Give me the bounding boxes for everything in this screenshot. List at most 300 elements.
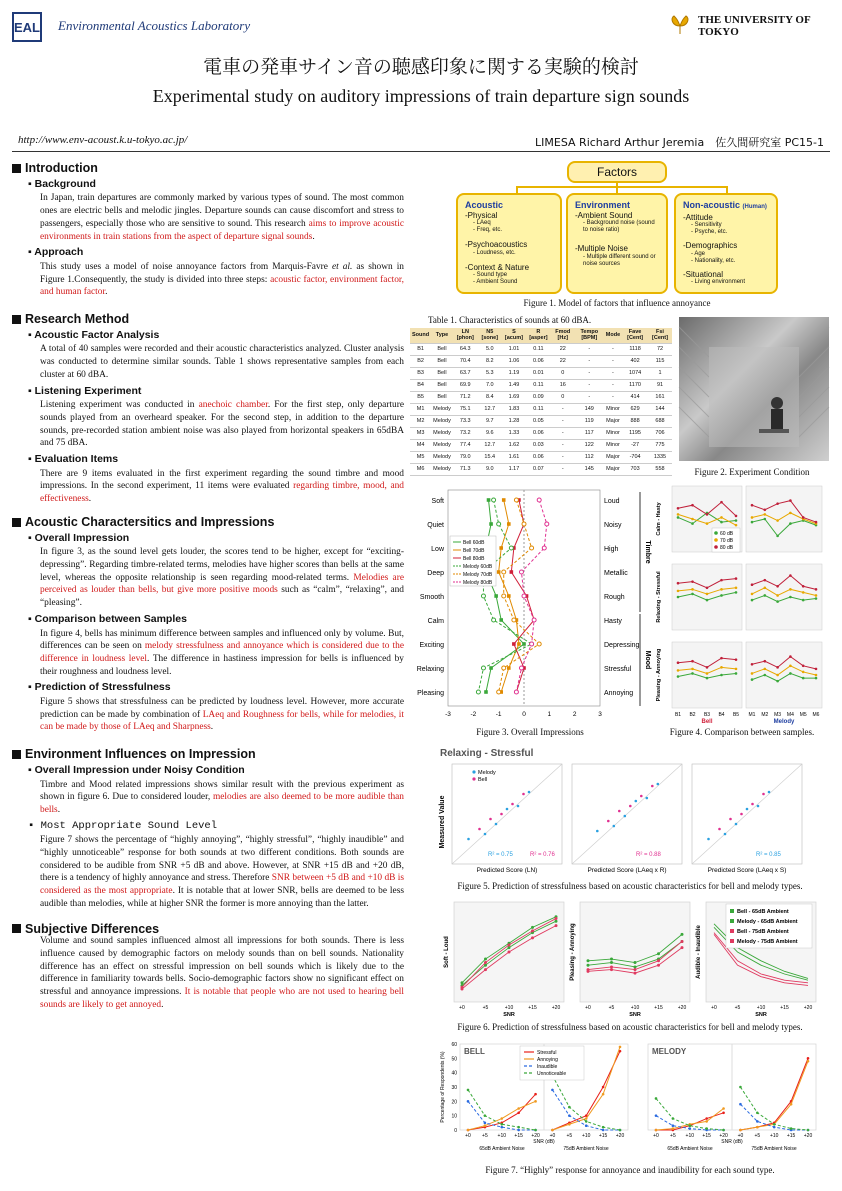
table-row xyxy=(410,463,672,475)
table-cell: 1195 xyxy=(622,427,648,439)
data-point xyxy=(640,795,643,798)
table-cell: - xyxy=(551,427,575,439)
table-cell: 72 xyxy=(648,343,672,355)
data-point xyxy=(776,680,779,683)
x-group-label: Bell xyxy=(701,719,713,725)
data-point xyxy=(502,570,506,574)
data-point xyxy=(499,618,503,622)
data-point xyxy=(500,1126,503,1129)
legend-label: Bell 70dB xyxy=(463,548,485,554)
title-japanese: 電車の発車サイン音の聴感印象に関する実験的検討 xyxy=(203,56,639,78)
data-point xyxy=(519,666,523,670)
table-cell: 1.06 xyxy=(502,355,526,367)
factor-sub-text: Age xyxy=(694,250,706,257)
y-tick-label: 20 xyxy=(451,1099,457,1106)
data-point xyxy=(507,594,511,598)
data-point xyxy=(706,522,709,525)
left-column xyxy=(12,158,404,1011)
data-point xyxy=(807,1060,810,1063)
text: . xyxy=(88,494,92,505)
figure-3-chart xyxy=(410,488,650,720)
x-tick-label: +0 xyxy=(711,1005,717,1011)
data-point xyxy=(739,1103,742,1106)
data-point xyxy=(489,818,492,821)
subheading: ▪ Overall Impression under Noisy Condition xyxy=(28,763,245,776)
data-point xyxy=(651,785,654,788)
data-point xyxy=(507,666,511,670)
table-cell: 122 xyxy=(575,439,604,451)
data-point xyxy=(502,666,506,670)
table-cell: Minor xyxy=(604,427,622,439)
table-cell: - xyxy=(575,367,604,379)
r-squared-label: R² = 0.85 xyxy=(756,852,781,858)
highlight-text: melodies are also deemed to be more audible than bells xyxy=(40,792,404,815)
data-point xyxy=(478,828,481,831)
left-term-label: Pleasing xyxy=(417,690,444,697)
data-point xyxy=(722,1107,725,1110)
text: Figure 7 shows the percentage of “highly annoying”, “highly stressful”, “highly inaudible” and “highly unnoticeable” response for both sounds at two different conditions. Both sounds are considered to be audible from SNR +5 dB and above. However, at SNR +15 dB and +20 dB, there is a tendency of highly annoyance and stress. Therefore xyxy=(40,835,404,884)
legend-swatch xyxy=(730,939,734,943)
factor-sub-text: Background noise (sound to noise ratio) xyxy=(583,220,655,233)
data-point xyxy=(691,522,694,525)
x-tick-label: 1 xyxy=(547,711,552,718)
data-point xyxy=(807,1057,810,1060)
data-point xyxy=(764,668,767,671)
legend-label: Stressful xyxy=(537,1050,557,1056)
table-cell: - xyxy=(551,439,575,451)
data-point xyxy=(537,498,541,502)
data-point xyxy=(722,1112,725,1115)
data-point xyxy=(720,516,723,519)
text: In figure 4, bells has minimum difference between samples and influenced only by volume. But, differences can be seen on xyxy=(40,628,404,652)
x-axis-label: Predicted Score (LAeq x R) xyxy=(587,867,667,874)
x-tick-label: -1 xyxy=(495,711,502,718)
subheading: ▪ Evaluation Items xyxy=(28,453,119,466)
data-point xyxy=(677,507,680,510)
x-tick-label: +15 xyxy=(780,1005,789,1011)
left-term-label: Deep xyxy=(427,570,444,577)
data-point xyxy=(672,1124,675,1127)
data-point xyxy=(815,668,818,671)
x-tick-label: +10 xyxy=(769,1133,779,1139)
data-point xyxy=(511,803,514,806)
table-header-cell: R [asper] xyxy=(526,328,551,343)
table-cell: 1.49 xyxy=(502,379,526,391)
figure-5-chart xyxy=(436,744,826,878)
factor-title: Acoustic xyxy=(465,200,504,210)
table-header-cell: Tempo [BPM] xyxy=(575,328,604,343)
table-cell: Minor xyxy=(604,439,622,451)
factor-item: -Context & Nature xyxy=(465,262,530,272)
data-point xyxy=(489,522,493,526)
r-squared-label: R² = 0.88 xyxy=(636,852,661,858)
environment-factor-box xyxy=(566,193,668,294)
y-tick-label: 50 xyxy=(451,1056,457,1063)
data-point xyxy=(735,587,738,590)
data-point xyxy=(484,1122,487,1125)
data-point xyxy=(802,591,805,594)
data-point xyxy=(602,1093,605,1096)
x-tick-label: +0 xyxy=(653,1133,659,1139)
sub-panel xyxy=(672,564,742,630)
group-label: 65dB Ambient Noise xyxy=(667,1146,713,1152)
table-cell: 149 xyxy=(575,403,604,415)
data-point xyxy=(508,951,511,954)
highlight-text: LAeq and Roughness for bells, while for melodies, it can be made by those of LAeq and Sharpness xyxy=(40,709,404,733)
data-point xyxy=(768,791,771,794)
data-point xyxy=(677,590,680,593)
table-cell: 9.7 xyxy=(478,415,502,427)
data-point xyxy=(610,968,613,971)
y-axis-label: Calm - Hasty xyxy=(656,502,662,536)
factor-tag: (Human) xyxy=(742,204,767,210)
data-point xyxy=(751,521,754,524)
table-cell: 117 xyxy=(575,427,604,439)
table-cell: 0 xyxy=(551,367,575,379)
factor-sub: - LAeq xyxy=(473,220,491,226)
x-tick-label: -3 xyxy=(445,711,451,718)
x-axis-label: SNR xyxy=(755,1012,767,1018)
data-point xyxy=(585,1117,588,1120)
table-1 xyxy=(410,328,672,476)
left-term-label: Exciting xyxy=(419,642,444,649)
table-cell: 1.69 xyxy=(502,391,526,403)
data-point xyxy=(602,1129,605,1132)
table-cell: - xyxy=(551,403,575,415)
text: . xyxy=(57,804,61,815)
table-row xyxy=(410,415,672,427)
table-cell: 5.3 xyxy=(478,367,502,379)
data-point xyxy=(773,1123,776,1126)
data-point xyxy=(499,546,503,550)
figure-3-caption: Figure 3. Overall Impressions xyxy=(476,727,584,737)
legend-label: Melody xyxy=(478,770,496,776)
text: . For the first step, only departure sounds played from an overheard speaker. For the second step, in addition to the departure sounds, pre-recorded station ambient noise was also played from horizontal speakers in 65dBA and 75 dBA. xyxy=(40,400,404,449)
data-point xyxy=(756,1120,759,1123)
data-point xyxy=(484,690,488,694)
data-point xyxy=(764,509,767,512)
data-point xyxy=(789,588,792,591)
data-point xyxy=(720,588,723,591)
x-tick-label: +20 xyxy=(531,1133,540,1139)
factor-sub: - Freq, etc. xyxy=(473,227,503,233)
data-point xyxy=(776,585,779,588)
data-point xyxy=(776,535,779,538)
y-axis-label: Pleasing - Annoying xyxy=(656,648,662,702)
table-row xyxy=(410,379,672,391)
subheading-text: Most Appropriate Sound Level xyxy=(40,819,218,832)
paragraph xyxy=(40,779,404,817)
factor-sub-text: Loudness, etc. xyxy=(476,249,516,256)
data-point xyxy=(789,655,792,658)
x-tick-label: +0 xyxy=(459,1005,465,1011)
table-cell: 5.0 xyxy=(478,343,502,355)
data-point xyxy=(746,808,749,811)
factor-sub: - Background noise (sound to noise ratio) xyxy=(583,220,655,233)
sub-panel xyxy=(672,642,742,708)
table-row xyxy=(410,367,672,379)
data-point xyxy=(461,981,464,984)
highlight-text: It is notable that people who are not used to hearing bell sounds are likely to get annoyed xyxy=(40,987,404,1010)
legend-label: Melody 70dB xyxy=(463,572,493,578)
data-point xyxy=(720,657,723,660)
factor-sub: - Multiple different sound or noise sources xyxy=(583,253,656,267)
legend-swatch xyxy=(730,929,734,933)
data-point xyxy=(467,1089,470,1092)
text: such as “calm”, “relaxing”, and “pleasing”. xyxy=(40,585,404,609)
paragraph xyxy=(40,935,404,1011)
table-cell: 145 xyxy=(575,463,604,475)
y-axis-label: Percentage of Respondents (%) xyxy=(440,1051,446,1123)
x-tick-label: +20 xyxy=(551,1005,561,1011)
figure-4-caption: Figure 4. Comparison between samples. xyxy=(669,727,815,737)
data-point xyxy=(532,618,536,622)
data-point xyxy=(512,618,516,622)
data-point xyxy=(492,618,496,622)
legend xyxy=(726,904,812,948)
factor-sub-text: Freq, etc. xyxy=(476,227,503,233)
table-cell: Melody xyxy=(431,403,453,415)
data-point xyxy=(677,513,680,516)
table-cell: -704 xyxy=(622,451,648,463)
data-point xyxy=(764,579,767,582)
data-point xyxy=(610,958,613,961)
table-cell: - xyxy=(575,379,604,391)
table-cell: 1074 xyxy=(622,367,648,379)
table-cell: 0.09 xyxy=(526,391,551,403)
data-point xyxy=(751,599,754,602)
x-tick-label: M4 xyxy=(786,712,794,718)
x-tick-label: -2 xyxy=(470,711,477,718)
table-cell: 1170 xyxy=(622,379,648,391)
x-tick-label: +0 xyxy=(549,1133,556,1139)
sub-panel xyxy=(746,642,822,708)
data-point xyxy=(672,1117,675,1120)
paragraph xyxy=(40,696,404,734)
data-point xyxy=(618,810,621,813)
data-point xyxy=(735,658,738,661)
data-point xyxy=(629,805,632,808)
data-point xyxy=(789,522,792,525)
subheading-text: Listening Experiment xyxy=(34,384,142,397)
legend-label: Bell 60dB xyxy=(463,540,485,546)
right-term-label: High xyxy=(604,546,619,553)
subheading-text: Overall Impression under Noisy Condition xyxy=(34,763,245,776)
x-tick-label: +5 xyxy=(754,1133,761,1139)
y-axis-label: Measured Value xyxy=(439,795,446,849)
table-cell: B5 xyxy=(410,391,431,403)
table-cell: 7.0 xyxy=(478,379,502,391)
table-cell: 1 xyxy=(648,367,672,379)
lab-logo-text: EAL xyxy=(14,19,40,35)
data-point xyxy=(500,813,503,816)
data-point xyxy=(484,961,487,964)
data-point xyxy=(484,968,487,971)
data-point xyxy=(706,599,709,602)
x-tick-label: +5 xyxy=(482,1133,488,1139)
figure-4-chart xyxy=(654,484,832,724)
table-header-cell: LN [phon] xyxy=(453,328,478,343)
table-header-cell: Fave [Cent] xyxy=(622,328,648,343)
data-point xyxy=(688,1127,691,1130)
data-point xyxy=(756,1126,759,1129)
data-point xyxy=(487,498,491,502)
data-point xyxy=(585,1120,588,1123)
table-cell: 1.61 xyxy=(502,451,526,463)
subheading-text: Background xyxy=(34,177,96,190)
table-cell: 775 xyxy=(648,439,672,451)
data-point xyxy=(764,674,767,677)
data-point xyxy=(461,986,464,989)
table-cell: 73.2 xyxy=(453,427,478,439)
right-term-label: Depressing xyxy=(604,642,640,649)
factor-sub-text: Multiple different sound or noise sources xyxy=(583,253,656,267)
data-point xyxy=(705,1120,708,1123)
data-point xyxy=(720,521,723,524)
table-cell: 1.19 xyxy=(502,367,526,379)
data-point xyxy=(508,946,511,949)
sub-panel xyxy=(746,486,822,552)
data-point xyxy=(587,959,590,962)
data-point xyxy=(751,593,754,596)
table-cell: - xyxy=(551,463,575,475)
table-cell: - xyxy=(575,343,604,355)
group-label: 75dB Ambient Noise xyxy=(751,1146,797,1152)
data-point xyxy=(722,1129,725,1132)
data-point xyxy=(776,519,779,522)
data-point xyxy=(764,518,767,521)
paragraph xyxy=(40,834,404,910)
data-point xyxy=(691,660,694,663)
table-cell: 91 xyxy=(648,379,672,391)
data-point xyxy=(789,596,792,599)
table-cell: 1.17 xyxy=(502,463,526,475)
highlight-text: regarding timbre, mood, and effectiveness xyxy=(40,481,404,505)
data-point xyxy=(634,961,637,964)
x-tick-label: +20 xyxy=(719,1133,728,1139)
data-point xyxy=(790,1127,793,1130)
data-point xyxy=(497,690,501,694)
table-1-caption: Table 1. Characteristics of sounds at 60 dBA. xyxy=(428,315,592,325)
data-point xyxy=(646,797,649,800)
text: . xyxy=(210,722,214,733)
data-point xyxy=(506,808,509,811)
data-point xyxy=(776,502,779,505)
data-point xyxy=(706,513,709,516)
table-cell: M6 xyxy=(410,463,431,475)
table-cell: B1 xyxy=(410,343,431,355)
data-point xyxy=(602,1086,605,1089)
table-cell: 12.7 xyxy=(478,403,502,415)
paragraph xyxy=(40,261,404,299)
left-term-label: Quiet xyxy=(427,522,444,529)
table-cell: B4 xyxy=(410,379,431,391)
data-point xyxy=(528,791,531,794)
y-tick-label: 10 xyxy=(451,1113,457,1120)
group-label: Mood xyxy=(644,650,651,670)
legend-label: 60 dB xyxy=(720,531,734,537)
x-tick-label: B3 xyxy=(703,712,711,718)
table-cell: B3 xyxy=(410,367,431,379)
legend xyxy=(712,528,740,552)
table-cell: M2 xyxy=(410,415,431,427)
legend-label: Inaudible xyxy=(537,1064,558,1070)
subheading: ▪ Comparison between Samples xyxy=(28,612,187,625)
table-cell: - xyxy=(604,379,622,391)
data-point xyxy=(500,1123,503,1126)
table-cell: Bell xyxy=(431,343,453,355)
table-cell: Melody xyxy=(431,451,453,463)
x-tick-label: +5 xyxy=(608,1005,615,1011)
data-point xyxy=(681,940,684,943)
data-point xyxy=(657,964,660,967)
table-cell: 0.07 xyxy=(526,463,551,475)
data-point xyxy=(467,1129,470,1132)
table-cell: 12.7 xyxy=(478,439,502,451)
section-title: Environment Influences on Impression xyxy=(25,747,256,762)
data-point xyxy=(724,833,727,836)
data-point xyxy=(706,666,709,669)
data-point xyxy=(762,793,765,796)
data-point xyxy=(691,593,694,596)
x-tick-label: M1 xyxy=(748,712,756,718)
data-point xyxy=(634,972,637,975)
data-point xyxy=(681,946,684,949)
data-point xyxy=(735,823,738,826)
table-header-row xyxy=(410,328,672,343)
data-point xyxy=(522,594,526,598)
paragraph: A total of 40 samples were recorded and their acoustic characteristics analyzed. Cluster analysis was conducted to determine similar sounds. Table 1 shows representative samples from each cluster at 60 dBA. xyxy=(40,344,404,380)
table-cell: 0.11 xyxy=(526,379,551,391)
data-point xyxy=(497,570,501,574)
data-point xyxy=(677,596,680,599)
data-point xyxy=(720,579,723,582)
author: LIMESA Richard Arthur Jeremia 佐久間研究室 PC15-1 xyxy=(535,136,824,149)
figure-7-caption: Figure 7. “Highly” response for annoyance and inaudibility for each sound type. xyxy=(485,1165,775,1175)
x-tick-label: +10 xyxy=(630,1005,640,1011)
table-row xyxy=(410,427,672,439)
factor-sub: - Nationality, etc. xyxy=(691,257,736,264)
r-squared-label: R² = 0.76 xyxy=(530,852,555,858)
legend-label: 70 dB xyxy=(720,538,734,544)
table-cell: 71.3 xyxy=(453,463,478,475)
section-heading xyxy=(12,516,404,529)
x-tick-label: +5 xyxy=(566,1133,573,1139)
lab-url[interactable]: http://www.env-acoust.k.u-tokyo.ac.jp/ xyxy=(18,134,188,146)
text: . xyxy=(161,999,164,1010)
data-point xyxy=(677,675,680,678)
table-cell: - xyxy=(604,391,622,403)
table-cell: - xyxy=(604,355,622,367)
legend-label: Bell 80dB xyxy=(463,556,485,562)
data-point xyxy=(735,515,738,518)
data-point xyxy=(551,1089,554,1092)
table-cell: Melody xyxy=(431,439,453,451)
section-title: Introduction xyxy=(25,161,98,175)
table-cell: 8.2 xyxy=(478,355,502,367)
paragraph xyxy=(40,546,404,610)
factor-title-text: Non-acoustic xyxy=(683,200,741,210)
x-tick-label: +15 xyxy=(702,1133,711,1139)
x-tick-label: M5 xyxy=(799,712,807,718)
highlight-text: melody stressfulness and annoyance which is considered due to the difference in loudness level xyxy=(40,641,404,664)
table-cell: Bell xyxy=(431,355,453,367)
table-cell: 629 xyxy=(622,403,648,415)
data-point xyxy=(756,1112,759,1115)
data-point xyxy=(688,1124,691,1127)
experiment-photo xyxy=(679,317,829,461)
table-cell: 77.4 xyxy=(453,439,478,451)
